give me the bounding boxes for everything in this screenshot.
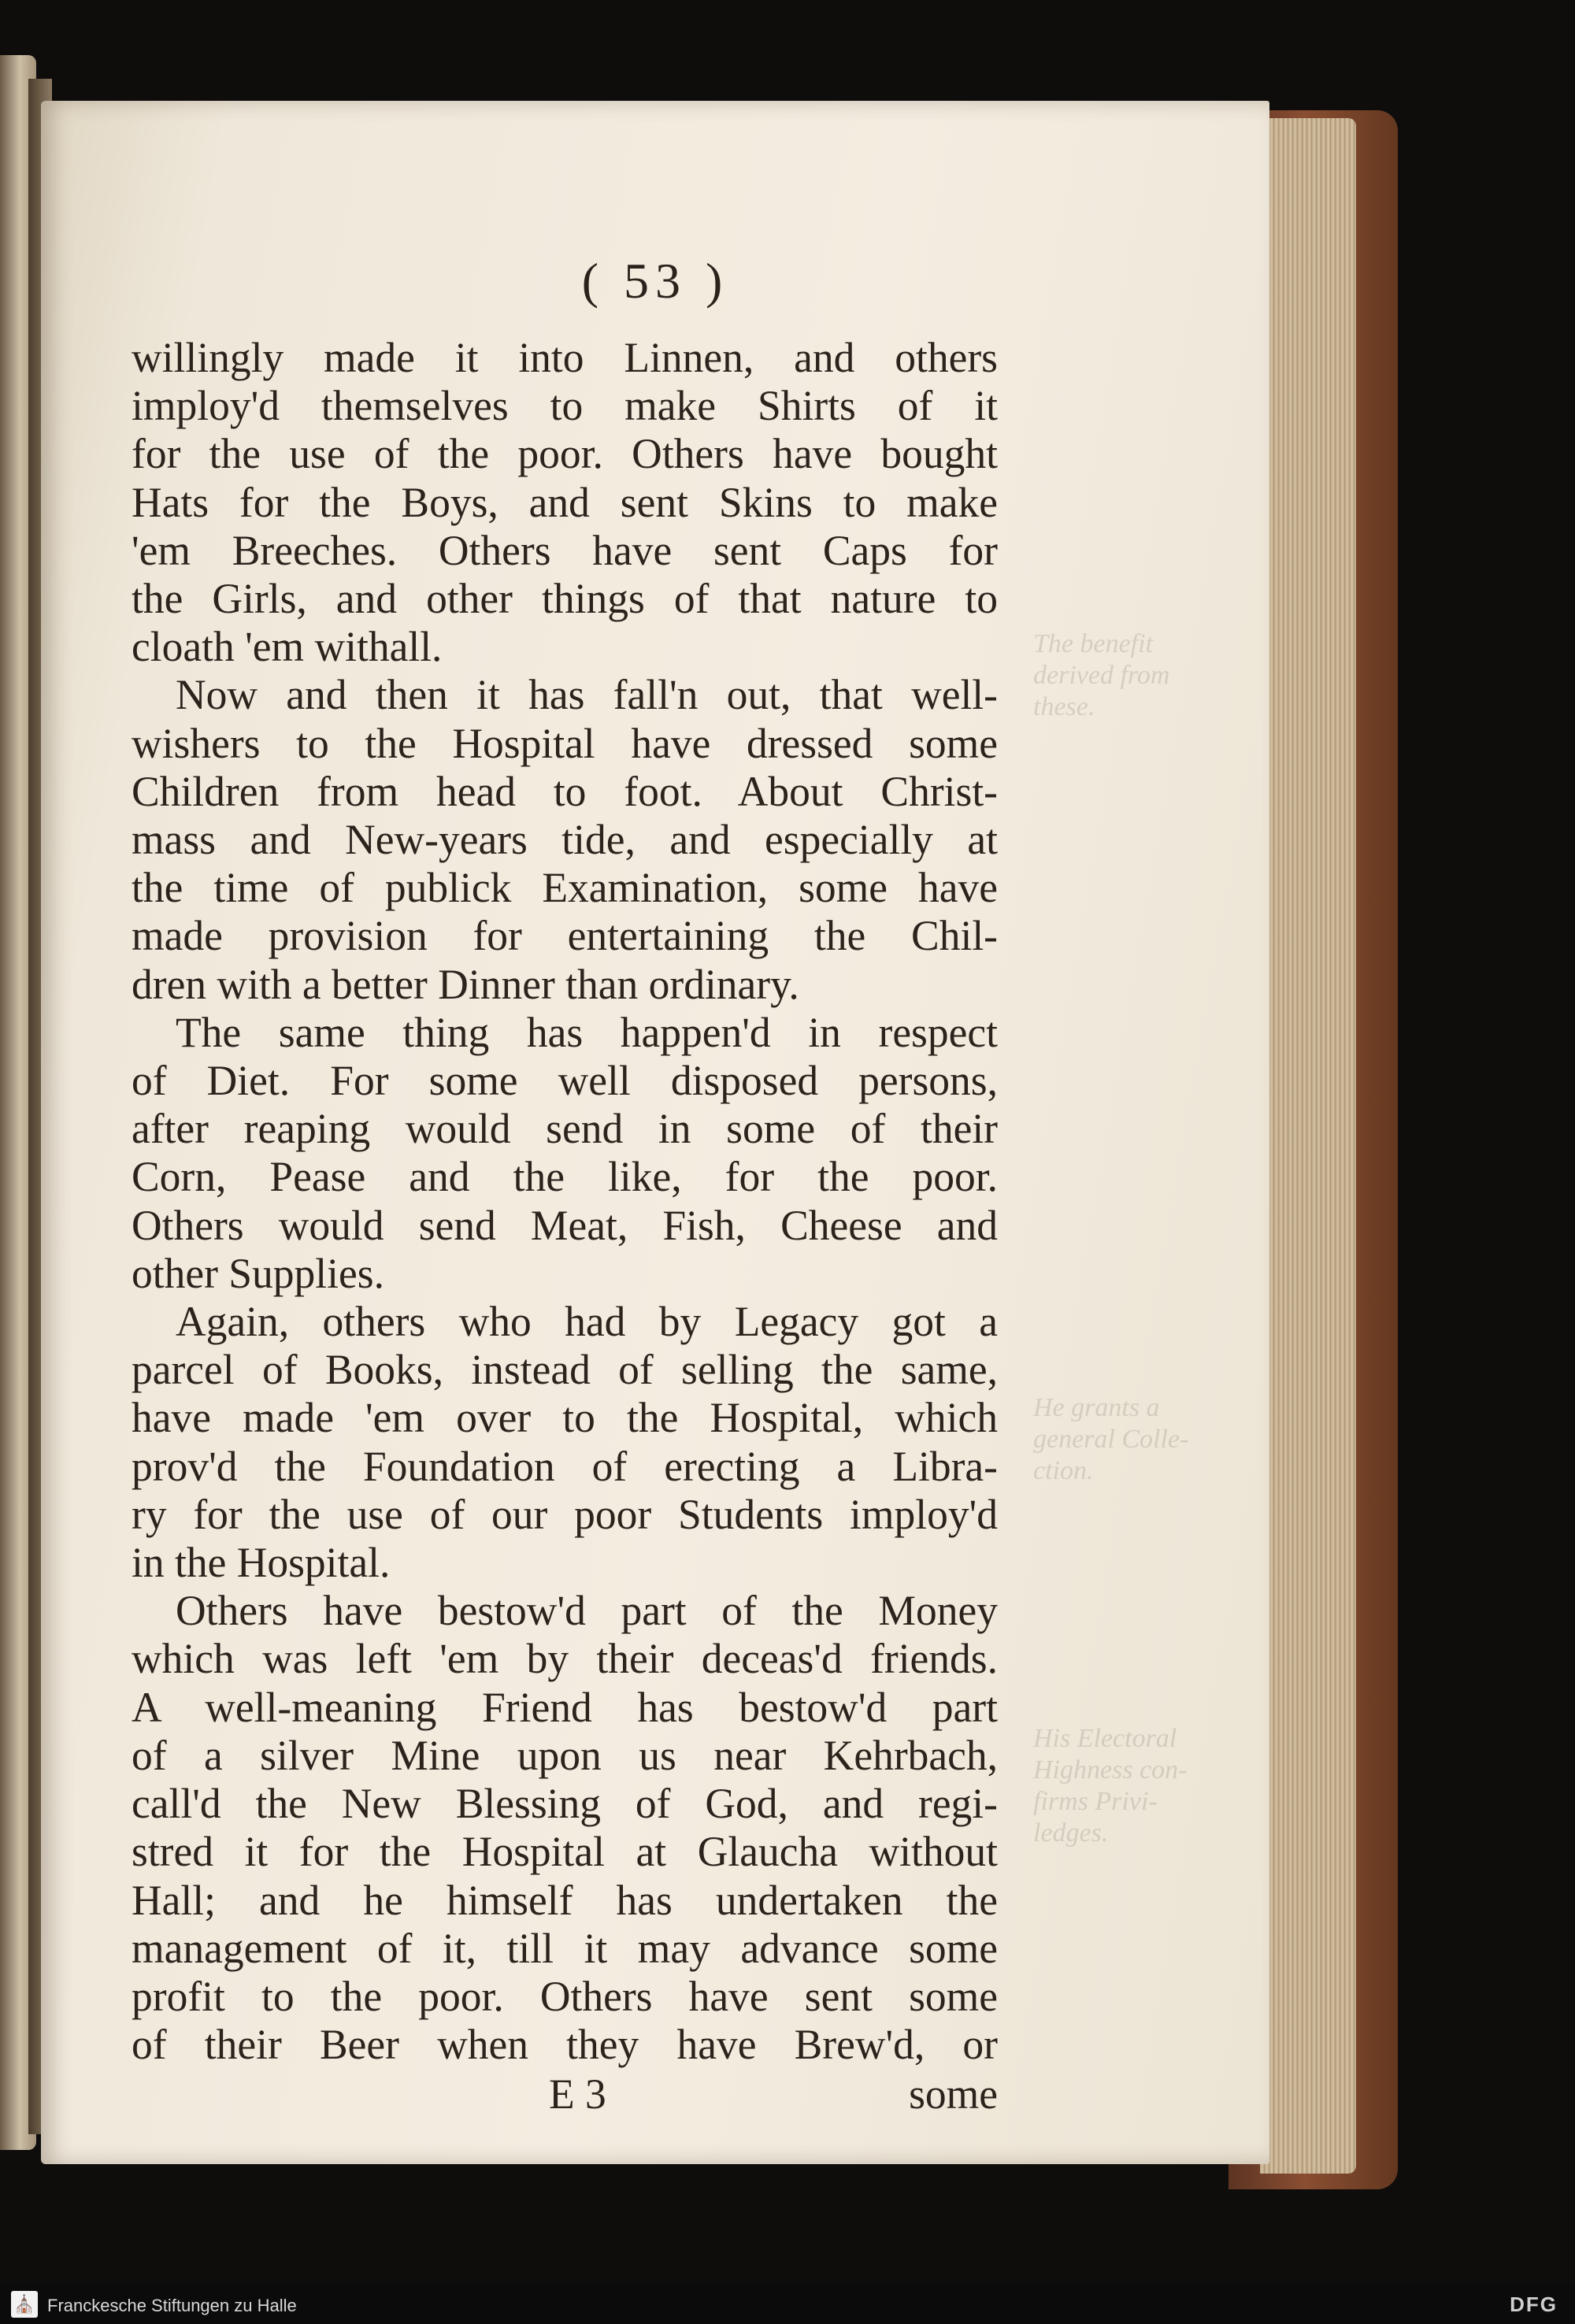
text-line: Others would send Meat, Fish, Cheese and bbox=[132, 1201, 998, 1249]
text-line: the time of publick Examination, some have bbox=[132, 864, 998, 912]
text-line: of their Beer when they have Brew'd, or bbox=[132, 2021, 998, 2069]
text-line: management of it, till it may advance some bbox=[132, 1924, 998, 1972]
text-line: cloath 'em withall. bbox=[132, 623, 443, 671]
signature-mark: E 3 bbox=[549, 2070, 606, 2118]
dfg-logo: DFG bbox=[1510, 2292, 1558, 2316]
text-line: ry for the use of our poor Students imploy'd bbox=[132, 1490, 998, 1538]
text-line: Again, others who had by Legacy got a bbox=[176, 1298, 998, 1346]
text-line: The same thing has happen'd in respect bbox=[176, 1008, 998, 1056]
show-through-marginalia: His Electoral Highness con- firms Privi- ledges. bbox=[1033, 1724, 1188, 1848]
page-edges bbox=[1260, 118, 1356, 2174]
text-line: 'em Breeches. Others have sent Caps for bbox=[132, 526, 998, 574]
text-line: which was left 'em by their deceas'd friends. bbox=[132, 1635, 998, 1683]
text-line: Now and then it has fall'n out, that well- bbox=[176, 671, 998, 719]
text-line: call'd the New Blessing of God, and regi- bbox=[132, 1780, 998, 1828]
text-line: Others have bestow'd part of the Money bbox=[176, 1587, 998, 1635]
page-footer bbox=[132, 2070, 998, 2120]
text-line: Hall; and he himself has undertaken the bbox=[132, 1876, 998, 1924]
institution-name: Franckesche Stiftungen zu Halle bbox=[47, 2296, 297, 2315]
text-line: Children from head to foot. About Christ- bbox=[132, 767, 998, 815]
text-line: dren with a better Dinner than ordinary. bbox=[132, 960, 799, 1008]
text-line: Corn, Pease and the like, for the poor. bbox=[132, 1153, 998, 1201]
show-through-marginalia: He grants a general Colle- ction. bbox=[1033, 1393, 1189, 1485]
viewer-footer-bar bbox=[0, 2285, 1575, 2324]
catchword: some bbox=[909, 2070, 998, 2118]
text-line: the Girls, and other things of that nature to bbox=[132, 575, 998, 623]
text-line: profit to the poor. Others have sent some bbox=[132, 1972, 998, 2020]
text-line: after reaping would send in some of their bbox=[132, 1105, 998, 1153]
building-icon: ⛪ bbox=[11, 2291, 38, 2318]
text-line: prov'd the Foundation of erecting a Libra- bbox=[132, 1442, 998, 1490]
text-line: other Supplies. bbox=[132, 1249, 384, 1297]
text-line: parcel of Books, instead of selling the same, bbox=[132, 1346, 998, 1394]
text-line: imploy'd themselves to make Shirts of it bbox=[132, 382, 998, 430]
text-line: in the Hospital. bbox=[132, 1539, 391, 1587]
text-line: of a silver Mine upon us near Kehrbach, bbox=[132, 1731, 998, 1779]
show-through-marginalia: The benefit derived from these. bbox=[1033, 629, 1170, 721]
text-line: willingly made it into Linnen, and others bbox=[132, 334, 998, 381]
body-text bbox=[132, 334, 998, 2069]
text-line: stred it for the Hospital at Glaucha without bbox=[132, 1828, 998, 1876]
book-page bbox=[41, 101, 1269, 2164]
text-line: A well-meaning Friend has bestow'd part bbox=[132, 1683, 998, 1731]
text-line: Hats for the Boys, and sent Skins to make bbox=[132, 478, 998, 526]
text-line: have made 'em over to the Hospital, which bbox=[132, 1394, 998, 1442]
page-number: ( 53 ) bbox=[581, 253, 729, 309]
text-line: made provision for entertaining the Chil- bbox=[132, 912, 998, 960]
text-line: mass and New-years tide, and especially at bbox=[132, 816, 998, 864]
text-line: wishers to the Hospital have dressed some bbox=[132, 719, 998, 767]
text-line: for the use of the poor. Others have bought bbox=[132, 430, 998, 478]
text-line: of Diet. For some well disposed persons, bbox=[132, 1057, 998, 1105]
